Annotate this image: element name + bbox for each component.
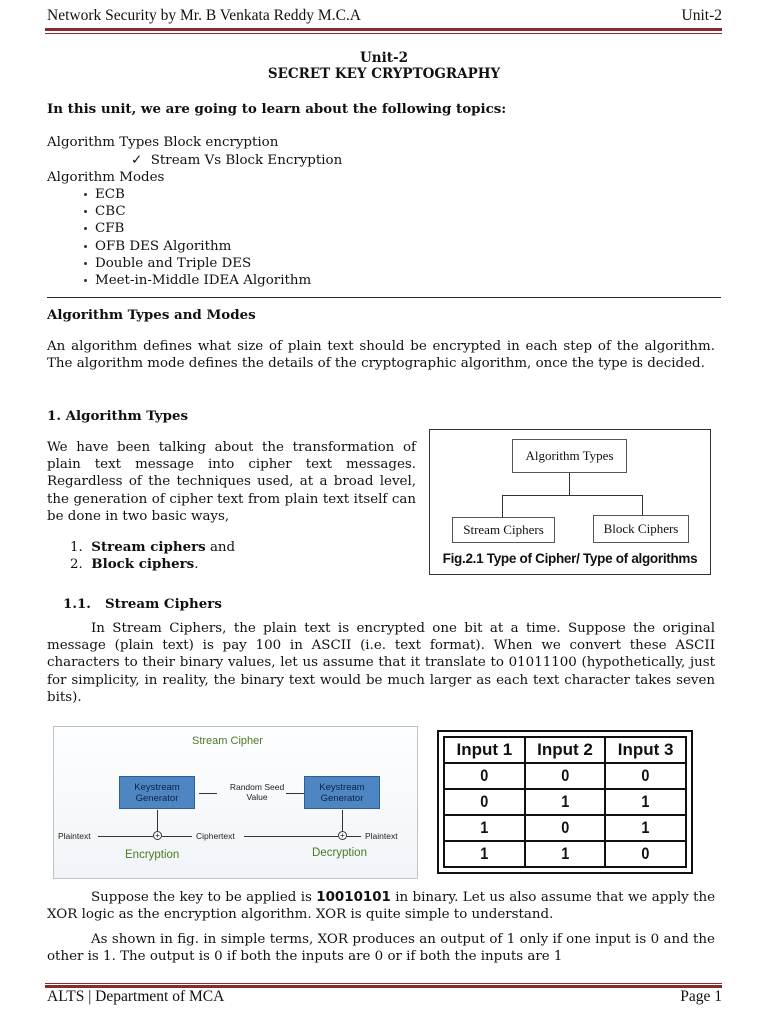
key-paragraph-post: in binary. Let us also assume that we apply the XOR logic as the encryption algorithm. XOR is quite simple to understand. [47, 890, 715, 923]
modes-heading: Algorithm Types and Modes [47, 307, 256, 323]
table-cell: 1 [450, 841, 519, 867]
list-number: 1. [70, 540, 83, 555]
figure-caption: Fig.2.1 Type of Cipher/ Type of algorithms [442, 551, 698, 566]
stream-figure-title: Stream Cipher [192, 735, 263, 747]
column-header: Input 1 [444, 737, 525, 763]
table-row [444, 841, 686, 867]
decryption-label: Decryption [312, 847, 367, 859]
algorithm-types-figure [429, 429, 711, 575]
key-paragraph [47, 889, 715, 923]
xor-icon: + [153, 831, 162, 840]
fig-connector [569, 473, 570, 495]
xor-icon: + [338, 831, 347, 840]
footer-rule-thin [45, 983, 722, 984]
stream-paragraph: In Stream Ciphers, the plain text is encrypted one bit at a time. Suppose the original message (plain text) is pay 100 in ASCII (i.e. text format). When we convert these ASCII characters to their binary values, let us assume that it translate to 01011100 (hypothetically, just for simplicity, in reality, the binary text would be much larger as each text character takes seven bits). [47, 621, 715, 705]
random-seed-label: Random Seed Value [229, 782, 285, 802]
key-paragraph-pre: Suppose the key to be applied is [91, 890, 317, 905]
topic-line-2 [131, 153, 342, 168]
table-cell: 1 [611, 789, 680, 815]
xor-truth-table [437, 730, 693, 874]
check-icon: ✓ [131, 153, 143, 168]
types-list-item-1 [70, 539, 235, 555]
arrow-line [286, 793, 304, 794]
table-cell: 0 [450, 763, 519, 789]
table-row [444, 789, 686, 815]
topic-bullet-item [84, 239, 231, 254]
fig-node-stream-ciphers: Stream Ciphers [452, 517, 555, 543]
column-header: Input 2 [525, 737, 606, 763]
column-header: Input 3 [605, 737, 686, 763]
bullet-icon [84, 245, 87, 248]
fig-node-block-ciphers: Block Ciphers [593, 515, 689, 543]
arrow-line [347, 836, 361, 837]
types-heading: 1. Algorithm Types [47, 408, 188, 424]
table-cell: 1 [531, 789, 600, 815]
intro-line: In this unit, we are going to learn about the following topics: [47, 101, 507, 117]
topic-bullet-text: OFB DES Algorithm [95, 238, 232, 254]
section-divider [47, 297, 721, 298]
stream-heading [63, 596, 222, 612]
topic-bullet-text: Double and Triple DES [95, 255, 252, 271]
topic-bullet-item [84, 221, 124, 236]
key-value: 10010101 [316, 890, 391, 905]
header-right: Unit-2 [681, 7, 722, 24]
bullet-icon [84, 262, 87, 265]
topic-bullet-item [84, 204, 126, 219]
topic-bullet-text: CFB [95, 221, 125, 237]
table-cell: 1 [450, 815, 519, 841]
arrow-line [244, 836, 338, 837]
ciphertext-label: Ciphertext [196, 831, 235, 841]
stream-heading-text: Stream Ciphers [104, 596, 222, 612]
table-row [444, 815, 686, 841]
table-cell: 0 [611, 841, 680, 867]
list-bold: Stream ciphers [91, 539, 206, 555]
table-row [444, 763, 686, 789]
modes-paragraph: An algorithm defines what size of plain text should be encrypted in each step of the algorithm. The algorithm mode defines the details of the cryptographic algorithm, once the type is decided. [47, 339, 715, 372]
header-rule-thin [45, 33, 722, 34]
list-bold: Block ciphers [91, 556, 195, 572]
header-rule [45, 28, 722, 31]
stream-heading-number: 1.1. [63, 596, 91, 612]
plaintext-out-label: Plaintext [365, 831, 398, 841]
bullet-icon [84, 227, 87, 230]
types-paragraph: We have been talking about the transformation of plain text message into cipher text messages. Regardless of the techniques used, at a broad level, the generation of cipher text from plain text itself can be done in two basic ways, [47, 440, 416, 524]
arrow-line [162, 836, 192, 837]
xor-paragraph: As shown in fig. in simple terms, XOR produces an output of 1 only if one input is 0 and the other is 1. The output is 0 if both the inputs are 0 or if both the inputs are 1 [47, 932, 715, 965]
topic-line-1: Algorithm Types Block encryption [47, 135, 279, 150]
header-left: Network Security by Mr. B Venkata Reddy M.C.A [47, 7, 361, 24]
keystream-generator-right: Keystream Generator [304, 776, 380, 809]
topic-bullet-text: Meet-in-Middle IDEA Algorithm [95, 273, 312, 288]
table-cell: 1 [611, 815, 680, 841]
encryption-label: Encryption [125, 849, 180, 861]
unit-title: Unit-2 [360, 50, 408, 66]
arrow-line [199, 793, 217, 794]
arrow-line [342, 810, 343, 831]
keystream-generator-left: Keystream Generator [119, 776, 195, 809]
topic-bullet-item [84, 273, 311, 288]
types-list-item-2 [70, 556, 198, 572]
list-rest: . [194, 557, 199, 572]
fig-connector [502, 495, 642, 496]
table-cell: 0 [450, 789, 519, 815]
table-cell: 0 [531, 763, 600, 789]
arrow-line [157, 810, 158, 831]
arrow-line [98, 836, 153, 837]
topic-line-2-text: Stream Vs Block Encryption [150, 153, 343, 168]
page-header [47, 7, 722, 29]
bullet-icon [84, 193, 87, 196]
list-rest: and [205, 540, 236, 555]
topic-bullet-text: CBC [95, 204, 126, 220]
bullet-icon [84, 210, 87, 213]
table-cell: 1 [531, 841, 600, 867]
table-cell: 0 [611, 763, 680, 789]
topic-bullet-item [84, 187, 125, 202]
fig-node-algorithm-types: Algorithm Types [512, 439, 627, 473]
list-number: 2. [70, 557, 83, 572]
fig-connector [642, 495, 643, 517]
topic-line-3: Algorithm Modes [47, 170, 165, 185]
stream-cipher-figure [53, 726, 418, 879]
footer-left: ALTS | Department of MCA [47, 988, 225, 1005]
table-cell: 0 [531, 815, 600, 841]
topic-bullet-item [84, 256, 251, 271]
page-number: Page 1 [680, 988, 722, 1005]
fig-connector [502, 495, 503, 517]
topic-bullet-text: ECB [95, 187, 125, 202]
page-title: SECRET KEY CRYPTOGRAPHY [267, 66, 501, 82]
bullet-icon [84, 279, 87, 282]
plaintext-in-label: Plaintext [58, 831, 91, 841]
table-header-row [444, 737, 686, 763]
